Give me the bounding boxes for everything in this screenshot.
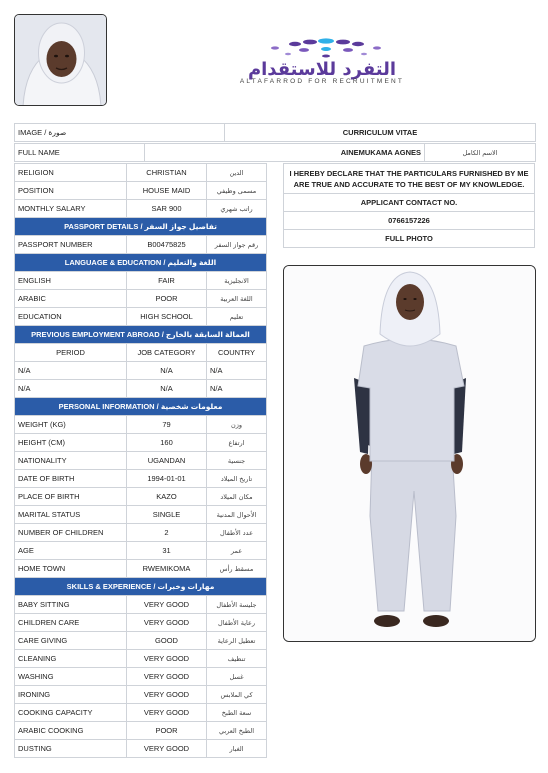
employment-cell: N/A — [15, 362, 127, 380]
skill-label: BABY SITTING — [15, 596, 127, 614]
skill-label: CHILDREN CARE — [15, 614, 127, 632]
fullname-table — [14, 143, 536, 162]
skill-arabic: الغبار — [207, 740, 267, 758]
skill-label: DUSTING — [15, 740, 127, 758]
personal-label: AGE — [15, 542, 127, 560]
skill-arabic: سعة الطبخ — [207, 704, 267, 722]
personal-arabic: عمر — [207, 542, 267, 560]
language-row — [15, 308, 267, 326]
employment-row — [15, 362, 267, 380]
skills-section-header — [15, 578, 267, 596]
contact-label: APPLICANT CONTACT NO. — [284, 194, 535, 212]
skill-arabic: كي الملابس — [207, 686, 267, 704]
skill-label: ARABIC COOKING — [15, 722, 127, 740]
portrait-image — [15, 15, 107, 106]
full-name-value: AINEMUKAMA AGNES — [145, 144, 425, 162]
skill-arabic: جليسة الأطفال — [207, 596, 267, 614]
personal-label: WEIGHT (KG) — [15, 416, 127, 434]
skill-row — [15, 722, 267, 740]
logo-english-text: ALTAFARROD FOR RECRUITMENT — [239, 78, 405, 85]
passport-arabic: رقم جواز السفر — [207, 236, 267, 254]
basic-value: SAR 900 — [127, 200, 207, 218]
skill-row — [15, 596, 267, 614]
basic-arabic: الدين — [207, 164, 267, 182]
skill-value: VERY GOOD — [127, 596, 207, 614]
personal-row — [15, 452, 267, 470]
passport-label: PASSPORT NUMBER — [15, 236, 127, 254]
personal-value: 1994-01-01 — [127, 470, 207, 488]
employment-cell: N/A — [207, 362, 267, 380]
employment-column-header: JOB CATEGORY — [127, 344, 207, 362]
language-label: ENGLISH — [15, 272, 127, 290]
contact-value: 0766157226 — [284, 212, 535, 230]
skill-arabic: تنظيف — [207, 650, 267, 668]
personal-value: KAZO — [127, 488, 207, 506]
basic-label: POSITION — [15, 182, 127, 200]
language-label: ARABIC — [15, 290, 127, 308]
skill-value: VERY GOOD — [127, 614, 207, 632]
employment-column-header: PERIOD — [15, 344, 127, 362]
language-arabic: تعليم — [207, 308, 267, 326]
personal-arabic: عدد الأطفال — [207, 524, 267, 542]
skill-arabic: الطبخ العربي — [207, 722, 267, 740]
company-logo — [180, 36, 465, 86]
skill-label: CARE GIVING — [15, 632, 127, 650]
employment-cell: N/A — [127, 380, 207, 398]
personal-arabic: وزن — [207, 416, 267, 434]
full-name-arabic: الاسم الكامل — [425, 144, 536, 162]
personal-row — [15, 470, 267, 488]
employment-section-header — [15, 326, 267, 344]
profile-photo — [14, 14, 107, 106]
skill-value: VERY GOOD — [127, 668, 207, 686]
declaration-text: I HEREBY DECLARE THAT THE PARTICULARS FURNISHED BY ME ARE TRUE AND ACCURATE TO THE BEST OF MY KNOWLEDGE. — [284, 164, 535, 194]
personal-label: HOME TOWN — [15, 560, 127, 578]
details-table — [14, 163, 267, 758]
personal-arabic: مسقط رأس — [207, 560, 267, 578]
full-photo-label: FULL PHOTO — [284, 230, 535, 248]
skill-value: GOOD — [127, 632, 207, 650]
personal-value: SINGLE — [127, 506, 207, 524]
employment-cell: N/A — [127, 362, 207, 380]
language-label: EDUCATION — [15, 308, 127, 326]
personal-label: NUMBER OF CHILDREN — [15, 524, 127, 542]
basic-row — [15, 182, 267, 200]
personal-row — [15, 560, 267, 578]
personal-section-header-title: PERSONAL INFORMATION / معلومات شخصية — [15, 398, 267, 416]
language-section-header — [15, 254, 267, 272]
personal-label: DATE OF BIRTH — [15, 470, 127, 488]
personal-label: MARITAL STATUS — [15, 506, 127, 524]
employment-section-header-title: PREVIOUS EMPLOYMENT ABROAD / العمالة السابقة بالخارج — [15, 326, 267, 344]
language-value: HIGH SCHOOL — [127, 308, 207, 326]
personal-section-header — [15, 398, 267, 416]
full-body-image — [284, 266, 536, 642]
employment-header-row — [15, 344, 267, 362]
skill-label: WASHING — [15, 668, 127, 686]
skill-label: COOKING CAPACITY — [15, 704, 127, 722]
skill-value: VERY GOOD — [127, 704, 207, 722]
logo-dots-icon — [271, 38, 381, 57]
language-arabic: الانجليزية — [207, 272, 267, 290]
skill-value: VERY GOOD — [127, 650, 207, 668]
cv-title: CURRICULUM VITAE — [225, 124, 536, 142]
title-table — [14, 123, 536, 142]
skill-value: POOR — [127, 722, 207, 740]
passport-value: B00475825 — [127, 236, 207, 254]
personal-row — [15, 434, 267, 452]
personal-row — [15, 416, 267, 434]
skill-value: VERY GOOD — [127, 686, 207, 704]
basic-label: MONTHLY SALARY — [15, 200, 127, 218]
employment-cell: N/A — [15, 380, 127, 398]
skill-label: CLEANING — [15, 650, 127, 668]
basic-arabic: مسمى وظيفي — [207, 182, 267, 200]
personal-value: 79 — [127, 416, 207, 434]
personal-arabic: الأحوال المدنية — [207, 506, 267, 524]
basic-label: RELIGION — [15, 164, 127, 182]
personal-value: RWEMIKOMA — [127, 560, 207, 578]
personal-row — [15, 524, 267, 542]
personal-value: 31 — [127, 542, 207, 560]
personal-row — [15, 488, 267, 506]
personal-value: 2 — [127, 524, 207, 542]
full-body-photo — [283, 265, 536, 642]
personal-arabic: مكان الميلاد — [207, 488, 267, 506]
skill-arabic: تعطيل الرعاية — [207, 632, 267, 650]
language-row — [15, 272, 267, 290]
passport-row — [15, 236, 267, 254]
passport-section-header — [15, 218, 267, 236]
passport-section-header-title: PASSPORT DETAILS / تفاصيل جواز السفر — [15, 218, 267, 236]
personal-label: PLACE OF BIRTH — [15, 488, 127, 506]
skill-row — [15, 704, 267, 722]
language-value: POOR — [127, 290, 207, 308]
declaration-box — [283, 163, 535, 248]
skill-arabic: غسل — [207, 668, 267, 686]
image-label: IMAGE / صورة — [15, 124, 225, 142]
employment-row — [15, 380, 267, 398]
basic-value: CHRISTIAN — [127, 164, 207, 182]
language-value: FAIR — [127, 272, 207, 290]
skill-label: IRONING — [15, 686, 127, 704]
skill-row — [15, 668, 267, 686]
skill-row — [15, 686, 267, 704]
language-arabic: اللغة العربية — [207, 290, 267, 308]
personal-label: HEIGHT (CM) — [15, 434, 127, 452]
personal-arabic: جنسية — [207, 452, 267, 470]
personal-value: UGANDAN — [127, 452, 207, 470]
basic-value: HOUSE MAID — [127, 182, 207, 200]
basic-arabic: راتب شهري — [207, 200, 267, 218]
personal-row — [15, 506, 267, 524]
personal-value: 160 — [127, 434, 207, 452]
skill-row — [15, 614, 267, 632]
personal-label: NATIONALITY — [15, 452, 127, 470]
language-section-header-title: LANGUAGE & EDUCATION / اللغة والتعليم — [15, 254, 267, 272]
employment-column-header: COUNTRY — [207, 344, 267, 362]
full-name-label: FULL NAME — [15, 144, 145, 162]
skill-value: VERY GOOD — [127, 740, 207, 758]
employment-cell: N/A — [207, 380, 267, 398]
skill-row — [15, 740, 267, 758]
language-row — [15, 290, 267, 308]
logo-arabic-text: التفرد للاستقدام — [247, 59, 397, 80]
personal-row — [15, 542, 267, 560]
skills-section-header-title: SKILLS & EXPERIENCE / مهارات وخبرات — [15, 578, 267, 596]
personal-arabic: تاريخ الميلاد — [207, 470, 267, 488]
personal-arabic: ارتفاع — [207, 434, 267, 452]
skill-row — [15, 632, 267, 650]
basic-row — [15, 164, 267, 182]
skill-arabic: رعاية الأطفال — [207, 614, 267, 632]
basic-row — [15, 200, 267, 218]
skill-row — [15, 650, 267, 668]
